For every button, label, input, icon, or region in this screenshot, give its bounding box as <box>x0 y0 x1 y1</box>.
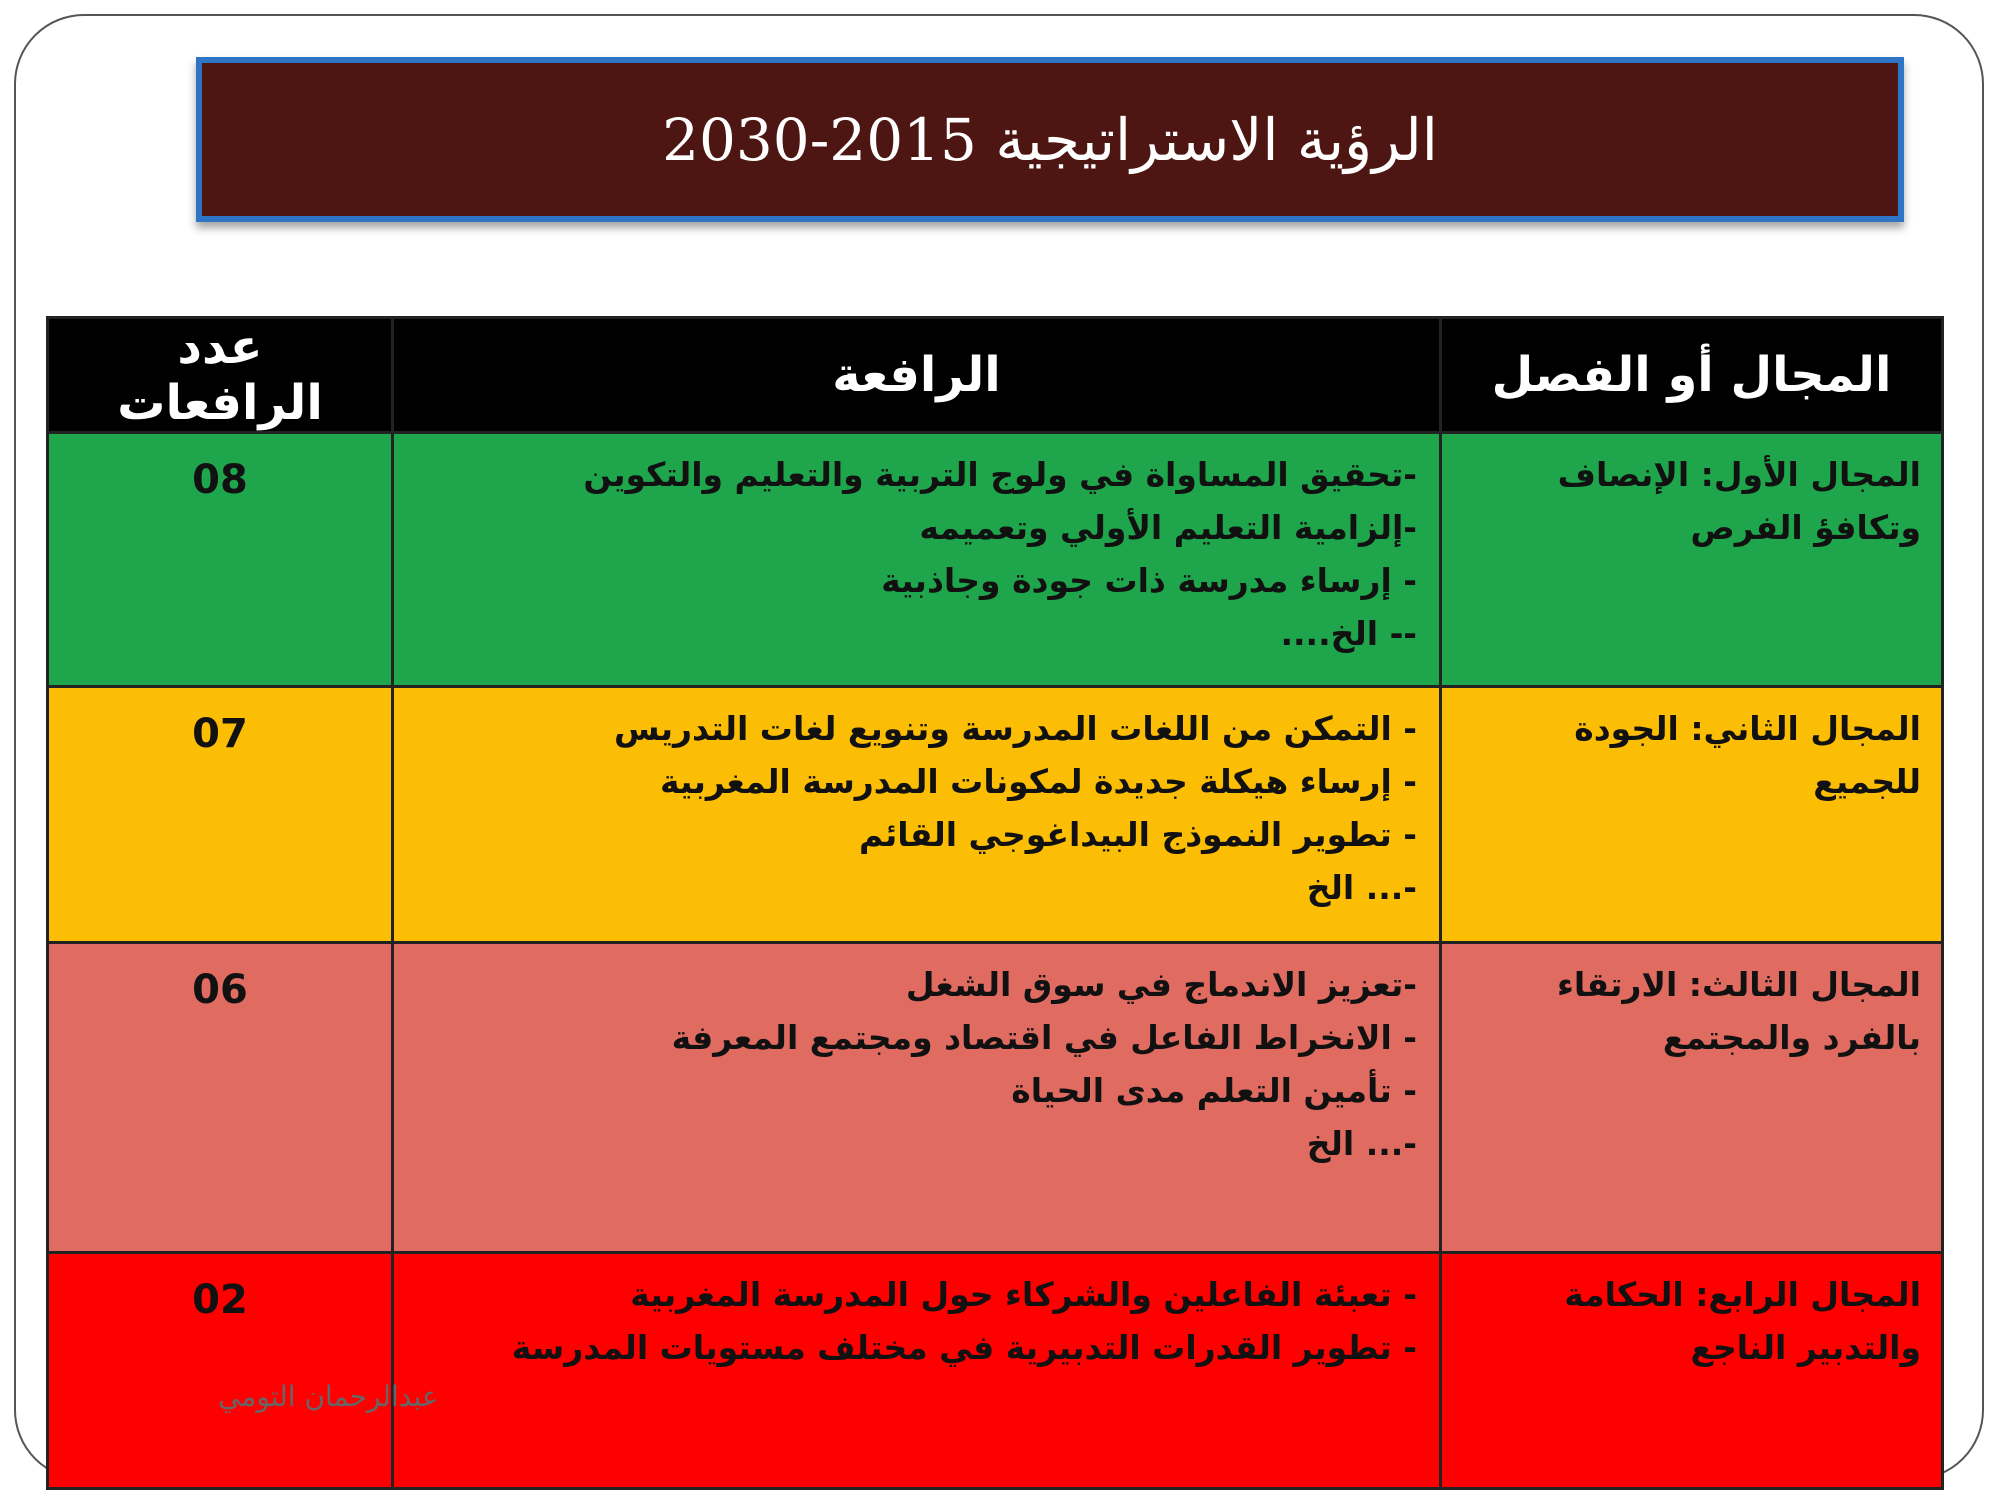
author-credit: عبدالرحمان التومي <box>218 1380 439 1413</box>
lever-item: - إرساء هيكلة جديدة لمكونات المدرسة المغربية <box>659 762 1417 801</box>
header-lever: الرافعة <box>393 318 1441 433</box>
lever-item: - تطوير النموذج البيداغوجي القائم <box>858 815 1417 854</box>
lever-item: -... الخ <box>1306 868 1417 907</box>
row-count: 02 <box>48 1253 393 1489</box>
row-levers <box>393 943 1441 1253</box>
table-row <box>48 1253 1943 1489</box>
lever-item: -تعزيز الاندماج في سوق الشغل <box>905 965 1417 1004</box>
lever-item: -تحقيق المساواة في ولوج التربية والتعليم والتكوين <box>583 455 1417 494</box>
table-row <box>48 433 1943 687</box>
table-header-row <box>48 318 1943 433</box>
title-banner <box>196 57 1904 222</box>
lever-item: - الانخراط الفاعل في اقتصاد ومجتمع المعرفة <box>671 1018 1417 1057</box>
row-domain: المجال الأول: الإنصاف وتكافؤ الفرص <box>1441 433 1943 687</box>
row-count: 08 <box>48 433 393 687</box>
lever-item: -... الخ <box>1306 1124 1417 1163</box>
table-row <box>48 943 1943 1253</box>
lever-item: - تعبئة الفاعلين والشركاء حول المدرسة المغربية <box>630 1275 1417 1314</box>
lever-item: - تطوير القدرات التدبيرية في مختلف مستويات المدرسة <box>511 1328 1417 1367</box>
lever-item: -- الخ.... <box>1280 614 1417 653</box>
lever-item: - تأمين التعلم مدى الحياة <box>1011 1071 1417 1110</box>
row-count: 07 <box>48 687 393 943</box>
header-domain: المجال أو الفصل <box>1441 318 1943 433</box>
row-domain: المجال الثاني: الجودة للجميع <box>1441 687 1943 943</box>
levers-table <box>46 316 1944 1490</box>
header-count: عدد الرافعات <box>48 318 393 433</box>
row-domain: المجال الرابع: الحكامة والتدبير الناجع <box>1441 1253 1943 1489</box>
row-count: 06 <box>48 943 393 1253</box>
row-levers <box>393 687 1441 943</box>
row-levers <box>393 433 1441 687</box>
row-levers <box>393 1253 1441 1489</box>
lever-item: -إلزامية التعليم الأولي وتعميمه <box>919 508 1417 547</box>
table-row <box>48 687 1943 943</box>
row-domain: المجال الثالث: الارتقاء بالفرد والمجتمع <box>1441 943 1943 1253</box>
lever-item: - إرساء مدرسة ذات جودة وجاذبية <box>881 561 1417 600</box>
lever-item: - التمكن من اللغات المدرسة وتنويع لغات التدريس <box>614 709 1417 748</box>
slide-title: الرؤية الاستراتيجية 2015-2030 <box>662 105 1438 174</box>
